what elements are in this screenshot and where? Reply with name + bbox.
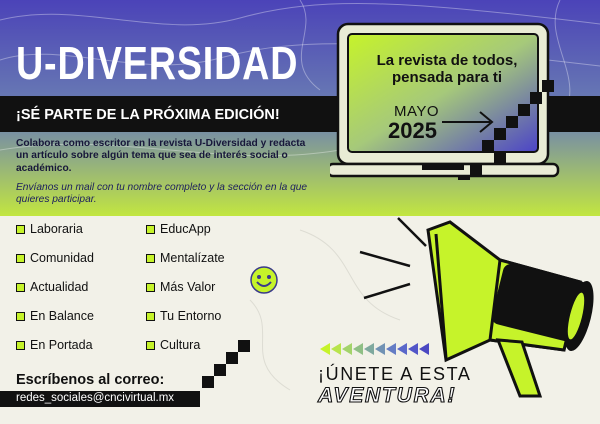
section-item-en-portada: En Portada: [16, 338, 93, 352]
checkbox-icon: [16, 283, 25, 292]
magazine-title: U-DIVERSIDAD: [16, 37, 299, 89]
checkbox-icon: [146, 312, 155, 321]
section-item-educapp: EducApp: [146, 222, 211, 236]
monitor-headline: La revista de todos, pensada para ti: [376, 52, 518, 86]
invite-text: Envíanos un mail con tu nombre completo y la sección en la que quieres participar.: [16, 182, 308, 206]
section-item-comunidad: Comunidad: [16, 251, 94, 265]
checkbox-icon: [16, 254, 25, 263]
section-item-en-balance: En Balance: [16, 309, 94, 323]
monitor-illustration: [330, 20, 570, 180]
section-item-mentalizate: Mentalízate: [146, 251, 225, 265]
email-address: redes_sociales@cncivirtual.mx: [16, 392, 175, 404]
checkbox-icon: [16, 225, 25, 234]
cta-line-2: AVENTURA!: [318, 384, 457, 407]
checkbox-icon: [146, 254, 155, 263]
section-item-actualidad: Actualidad: [16, 280, 88, 294]
edition-month: MAYO: [394, 103, 440, 120]
triangle-arrows-icon: [318, 341, 440, 357]
checkbox-icon: [16, 341, 25, 350]
checkbox-icon: [146, 225, 155, 234]
section-item-tu-entorno: Tu Entorno: [146, 309, 221, 323]
edition-year: 2025: [388, 118, 437, 143]
pixel-stairs-decoration: [196, 340, 252, 396]
banner-heading: ¡SÉ PARTE DE LA PRÓXIMA EDICIÓN!: [16, 107, 280, 123]
email-label: Escríbenos al correo:: [16, 372, 165, 388]
cta-line-1: ¡ÚNETE A ESTA: [318, 364, 472, 384]
section-item-cultura: Cultura: [146, 338, 200, 352]
checkbox-icon: [146, 283, 155, 292]
section-item-laboraria: Laboraria: [16, 222, 83, 236]
intro-text: Colabora como escritor en la revista U-Diversidad y redacta un artículo sobre algún tema que sea de interés social o académico.: [16, 138, 306, 174]
arrow-right-icon: [440, 109, 496, 135]
smiley-icon: [249, 265, 279, 295]
checkbox-icon: [146, 341, 155, 350]
section-item-mas-valor: Más Valor: [146, 280, 215, 294]
checkbox-icon: [16, 312, 25, 321]
